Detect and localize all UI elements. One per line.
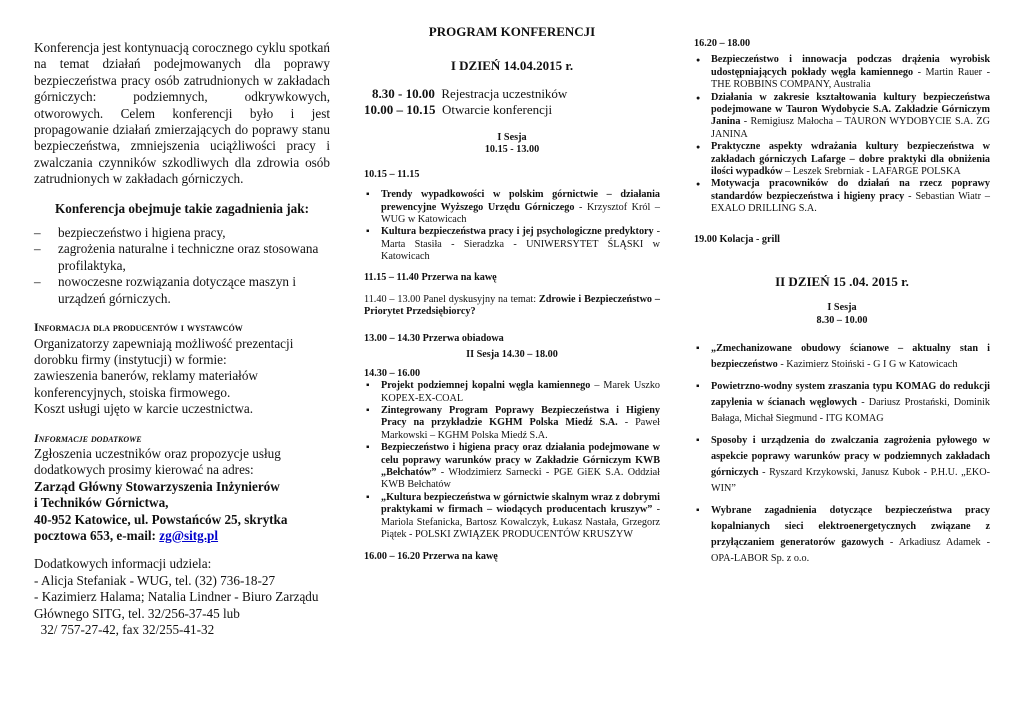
left-column: [34, 40, 330, 638]
contact-line: - Kazimierz Halama; Natalia Lindner - Biuro Zarządu: [34, 589, 319, 605]
session2-title: II Sesja 14.30 – 18.00: [466, 349, 558, 361]
talk-item: ● Bezpieczeństwo i innowacja podczas drążenia wyrobisk udostępniających pokłady węgla kamiennego - Martin Rauer - THE ROBBINS COMPANY, Australia: [694, 54, 990, 91]
day2-title: II DZIEŃ 15 .04. 2015 r.: [775, 274, 909, 290]
panel-discussion: 11.40 – 13.00 Panel dyskusyjny na temat: Zdrowie i Bezpieczeństwo – Priorytet Przedsiębiorcy?: [364, 294, 661, 318]
session3-time: 8.30 – 10.00: [816, 314, 868, 326]
slot3-time: 16.20 – 18.00: [694, 38, 751, 49]
extra-line: dodatkowych prosimy kierować na adres:: [34, 462, 254, 478]
contact-line: 32/ 757-27-42, fax 32/255-41-32: [34, 622, 215, 637]
address-line: pocztowa 653, e-mail: zg@sitg.pl: [34, 527, 219, 543]
topics-list: [34, 225, 330, 307]
slot4-list: [694, 341, 990, 567]
info-line: zawieszenia banerów, reklamy materiałów: [34, 368, 258, 384]
session3-title: I Sesja: [827, 302, 857, 314]
slot2-time: 14.30 – 16.00: [364, 367, 421, 379]
talk-item: ▪ „Zmechanizowane obudowy ścianowe – aktualny stan i bezpieczeństwo - Kazimierz Stoiński - G I G w Katowicach: [694, 341, 990, 373]
intro-paragraph: Konferencja jest kontynuacją corocznego cyklu spotkań na temat działań podejmowanych dla poprawy bezpieczeństwa pracy osób zatrudnionych w zakładach górniczych: podziemnych, odkrywkowych, otworowych. Celem konferencji było i jest propagowanie działań zmierzających do poprawy stanu bezpieczeństwa, zmniejszenia uciążliwości pracy i zwalczania czynników szkodliwych dla zdrowia osób zatrudnionych w zakładach górniczych.: [34, 40, 330, 187]
info-line: Organizatorzy zapewniają możliwość prezentacji: [34, 335, 294, 351]
talk-item: ▪ Trendy wypadkowości w polskim górnictwie – działania prewencyjne Wyższego Urzędu Górniczego - Krzysztof Król – WUG w Katowicach: [364, 189, 660, 226]
info-line: Koszt usługi ujęto w karcie uczestnictwa.: [34, 401, 253, 417]
contact-heading: Dodatkowych informacji udziela:: [34, 556, 212, 572]
talk-item: ● Działania w zakresie kształtowania kultury bezpieczeństwa podejmowane w Tauron Wydobycie S.A. Zakładzie Górniczym Janina - Remigiusz Małocha – TAURON WYDOBYCIE S.A. ZG JANINA: [694, 92, 990, 142]
talk-item: ▪ Projekt podziemnej kopalni węgla kamiennego – Marek Uszko KOPEX-EX-COAL: [364, 380, 660, 405]
address-line: Zarząd Główny Stowarzyszenia Inżynierów: [34, 478, 280, 494]
slot1-time: 10.15 – 11.15: [364, 168, 420, 180]
slot3-list: [694, 54, 990, 215]
talk-item: ▪ Zintegrowany Program Poprawy Bezpieczeństwa i Higieny Pracy na przykładzie KGHM Polska Miedź S.A. - Paweł Markowski – KGHM Polska Miedź S.A.: [364, 405, 660, 442]
topics-heading: Konferencja obejmuje takie zagadnienia jak:: [55, 200, 309, 216]
program-title: PROGRAM KONFERENCJI: [428, 24, 596, 39]
middle-column: [364, 24, 660, 564]
talk-item: ▪ Wybrane zagadnienia dotyczące bezpieczeństwa pracy kopalnianych sieci elektroenergetycznych związane z przyłączaniem generatorów gazowych - Arkadiusz Adamek - OPA-LABOR Sp. z o.o.: [694, 503, 990, 567]
talk-item: ▪ Kultura bezpieczeństwa pracy i jej psychologiczne predyktory - Marta Stasiła - Sieradzka - UNIWERSYTET ŚLĄSKI w Katowicach: [364, 226, 660, 263]
info-heading: Informacja dla producentów i wystawców: [34, 320, 243, 335]
address-line: i Techników Górnictwa,: [34, 495, 169, 511]
right-column: [694, 38, 990, 567]
slot1-list: [364, 189, 660, 263]
session1-time: 10.15 - 13.00: [484, 144, 540, 156]
agenda: [364, 86, 660, 118]
contact-line: Głównego SITG, tel. 32/256-37-45 lub: [34, 605, 240, 621]
talk-item: ● Motywacja pracowników do działań na rzecz poprawy standardów bezpieczeństwa i higieny pracy - Sebastian Wiatr – EXALO DRILLING S.A.: [694, 178, 990, 215]
contact-line: - Alicja Stefaniak - WUG, tel. (32) 736-18-27: [34, 572, 276, 588]
talk-item: ● Praktyczne aspekty wdrażania kultury bezpieczeństwa w zakładach górniczych Lafarge – dobre praktyki dla obniżenia ilości wypadków – Leszek Srebrniak - LAFARGE POLSKA: [694, 141, 990, 178]
talk-item: ▪ „Kultura bezpieczeństwa w górnictwie skalnym wraz z dobrymi praktykami w firmach – wiodących producentach kruszyw” - Mariola Stefanicka, Bartosz Kowalczyk, Łukasz Nastała, Grzegorz Piątek - POLSKI ZWIĄZEK PRODUCENTÓW KRUSZYW: [364, 492, 660, 542]
day1-title: I DZIEŃ 14.04.2015 r.: [450, 58, 574, 73]
topic-item: – zagrożenia naturalne i techniczne oraz stosowana profilaktyka,: [34, 241, 330, 274]
dinner: 19.00 Kolacja - grill: [694, 233, 781, 245]
address-line: 40-952 Katowice, ul. Powstańców 25, skrytka: [34, 511, 288, 527]
slot2-list: [364, 380, 660, 541]
info-line: dorobku firmy (instytucji) w formie:: [34, 351, 227, 367]
agenda-row: 8.30 - 10.00 Rejestracja uczestników: [372, 86, 568, 101]
extra-line: Zgłoszenia uczestników oraz propozycje usług: [34, 445, 281, 461]
coffee-break-2: 16.00 – 16.20 Przerwa na kawę: [364, 551, 498, 563]
talk-item: ▪ Sposoby i urządzenia do zwalczania zagrożenia pyłowego w aspekcie poprawy warunków pracy w podziemnych zakładach górniczych - Ryszard Krzykowski, Janusz Kubok - P.H.U. „EKO-WIN”: [694, 433, 990, 497]
lunch-break: 13.00 – 14.30 Przerwa obiadowa: [364, 332, 504, 344]
talk-item: ▪ Powietrzno-wodny system zraszania typu KOMAG do redukcji zapylenia w ścianach węglowych - Dariusz Prostański, Dominik Bałaga, Michał Siegmund - ITG KOMAG: [694, 379, 990, 427]
session1-title: I Sesja: [497, 132, 527, 143]
extra-heading: Informacje dodatkowe: [34, 430, 142, 445]
info-line: konferencyjnych, stoiska firmowego.: [34, 384, 231, 400]
agenda-row: 10.00 – 10.15 Otwarcie konferencji: [364, 102, 553, 117]
talk-item: ▪ Bezpieczeństwo i higiena pracy oraz działania podejmowane w celu poprawy warunków pracy w Zakładzie Górniczym KWB „Bełchatów” - Włodzimierz Sarnecki - PGE GiEK S.A. Oddział KWB Bełchatów: [364, 442, 660, 492]
topic-item: – bezpieczeństwo i higiena pracy,: [34, 225, 330, 241]
topic-item: – nowoczesne rozwiązania dotyczące maszyn i urządzeń górniczych.: [34, 274, 330, 307]
coffee-break-1: 11.15 – 11.40 Przerwa na kawę: [364, 271, 497, 283]
email-link[interactable]: zg@sitg.pl: [159, 527, 219, 543]
